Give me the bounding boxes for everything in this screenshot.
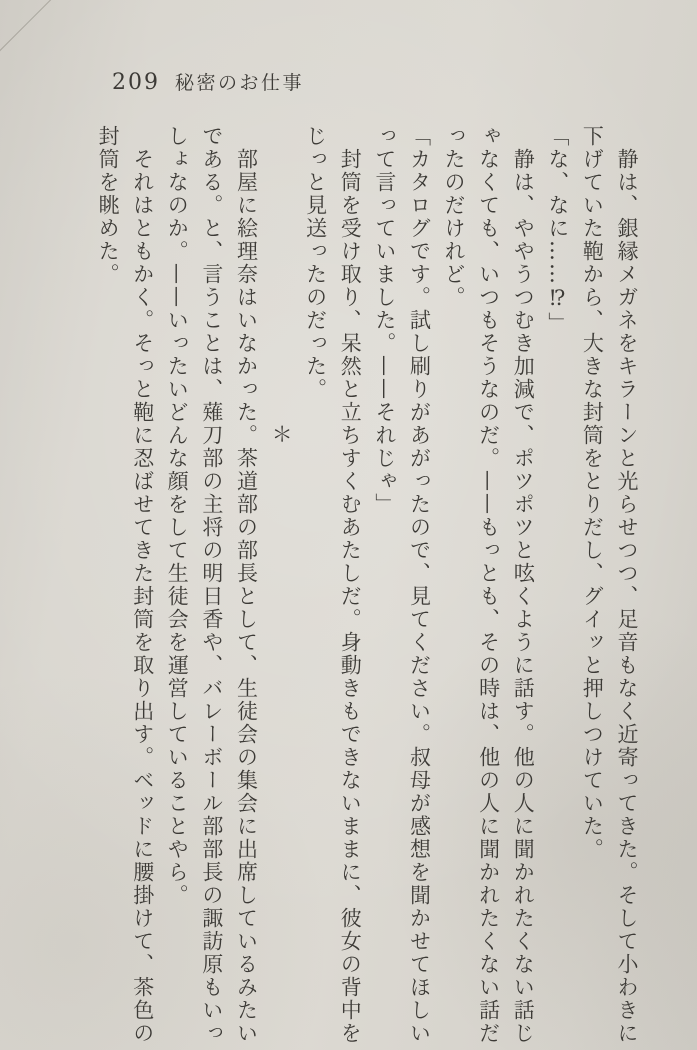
- page-body-text: [91, 125, 645, 1049]
- text-column: ゃなくても、いつもそうなのだ。——もっとも、その時は、他の人に聞かれたくない話だ: [476, 125, 501, 1045]
- text-column: 封筒を受け取り、呆然と立ちすくむあたしだ。身動きもできないままに、彼女の背中を: [338, 125, 363, 1045]
- text-column: 封筒を眺めた。: [96, 125, 121, 286]
- section-divider: ＊: [269, 423, 294, 444]
- text-column: 「カタログです。試し刷りがあがったので、見てください。叔母が感想を聞かせてほしい: [407, 125, 432, 1045]
- page-corner-crease: [0, 0, 69, 67]
- running-title: 秘密のお仕事: [175, 72, 305, 94]
- text-column: それはともかく。そっと鞄に忍ばせてきた封筒を取り出す。ベッドに腰掛けて、茶色の: [130, 125, 155, 1045]
- text-column: 部屋に絵理奈はいなかった。茶道部の部長として、生徒会の集会に出席しているみたい: [234, 125, 259, 1045]
- text-column: って言っていました。——それじゃ」: [372, 125, 397, 516]
- text-column: 静は、ややうつむき加減で、ポツポツと呟くように話す。他の人に聞かれたくない話じ: [511, 125, 536, 1045]
- text-column: じっと見送ったのだった。: [303, 125, 328, 401]
- text-column: である。と、言うことは、薙刀部の主将の明日香や、バレーボール部部長の諏訪原もいっ: [199, 125, 224, 1045]
- page-number: 209: [112, 70, 160, 95]
- text-column: 下げていた鞄から、大きな封筒をとりだし、グイッと押しつけていた。: [580, 125, 605, 861]
- text-column: 静は、銀縁メガネをキラーンと光らせつつ、足音もなく近寄ってきた。そして小わきに: [615, 125, 639, 1045]
- page-header: [112, 68, 304, 95]
- text-column: ったのだけれど。: [442, 125, 467, 309]
- text-column: 「な、なに……⁉」: [545, 125, 570, 335]
- text-column: しょなのか。——いったいどんな顔をして生徒会を運営していることやら。: [165, 125, 190, 907]
